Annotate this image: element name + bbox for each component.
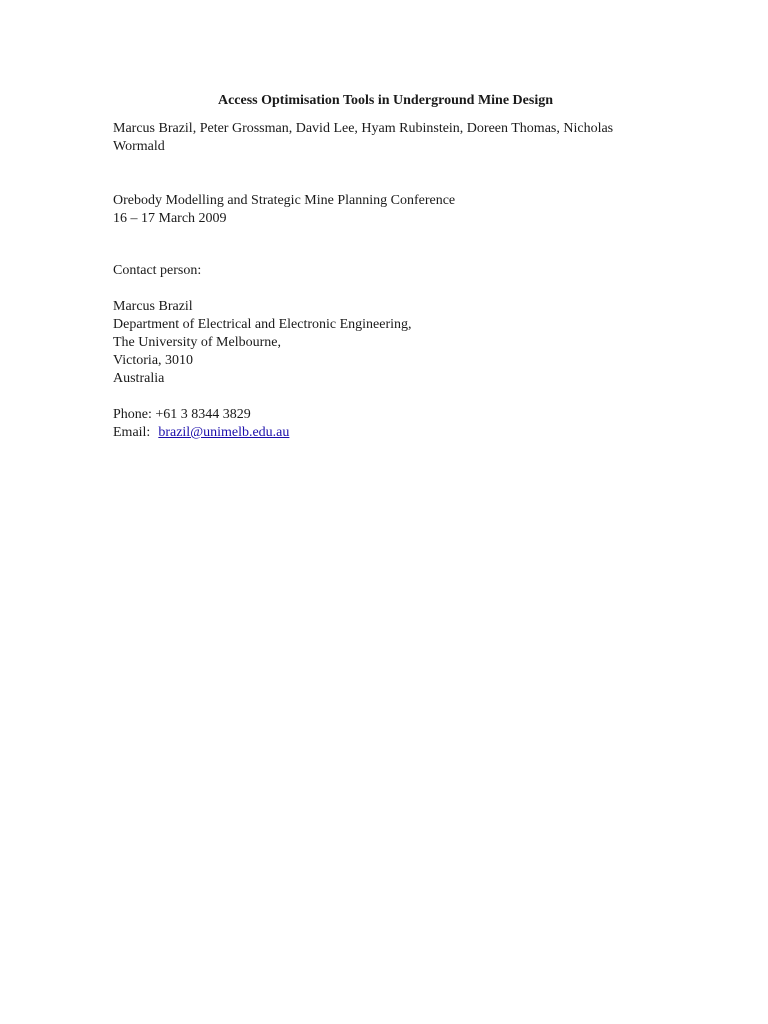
contact-name: Marcus Brazil: [113, 299, 193, 314]
contact-country: Australia: [113, 371, 165, 386]
contact-university: The University of Melbourne,: [113, 335, 281, 350]
author-list: Marcus Brazil, Peter Grossman, David Lee, Hyam Rubinstein, Doreen Thomas, Nicholas Wormald: [113, 121, 614, 154]
paper-title: Access Optimisation Tools in Underground Mine Design: [217, 93, 553, 108]
document-body: [113, 92, 658, 442]
contact-email-line: [113, 424, 658, 442]
spacer: [113, 156, 658, 192]
spacer: [113, 388, 658, 406]
contact-phone: Phone: +61 3 8344 3829: [113, 407, 251, 422]
conference-dates: 16 – 17 March 2009: [113, 211, 227, 226]
email-link[interactable]: brazil@unimelb.edu.au: [158, 425, 290, 440]
contact-region: Victoria, 3010: [113, 353, 194, 368]
spacer: [113, 228, 658, 262]
conference-name: Orebody Modelling and Strategic Mine Planning Conference: [113, 193, 456, 208]
contact-department: Department of Electrical and Electronic Engineering,: [113, 317, 412, 332]
contact-heading: Contact person:: [113, 263, 202, 278]
spacer: [113, 280, 658, 298]
email-label: Email:: [113, 425, 151, 440]
